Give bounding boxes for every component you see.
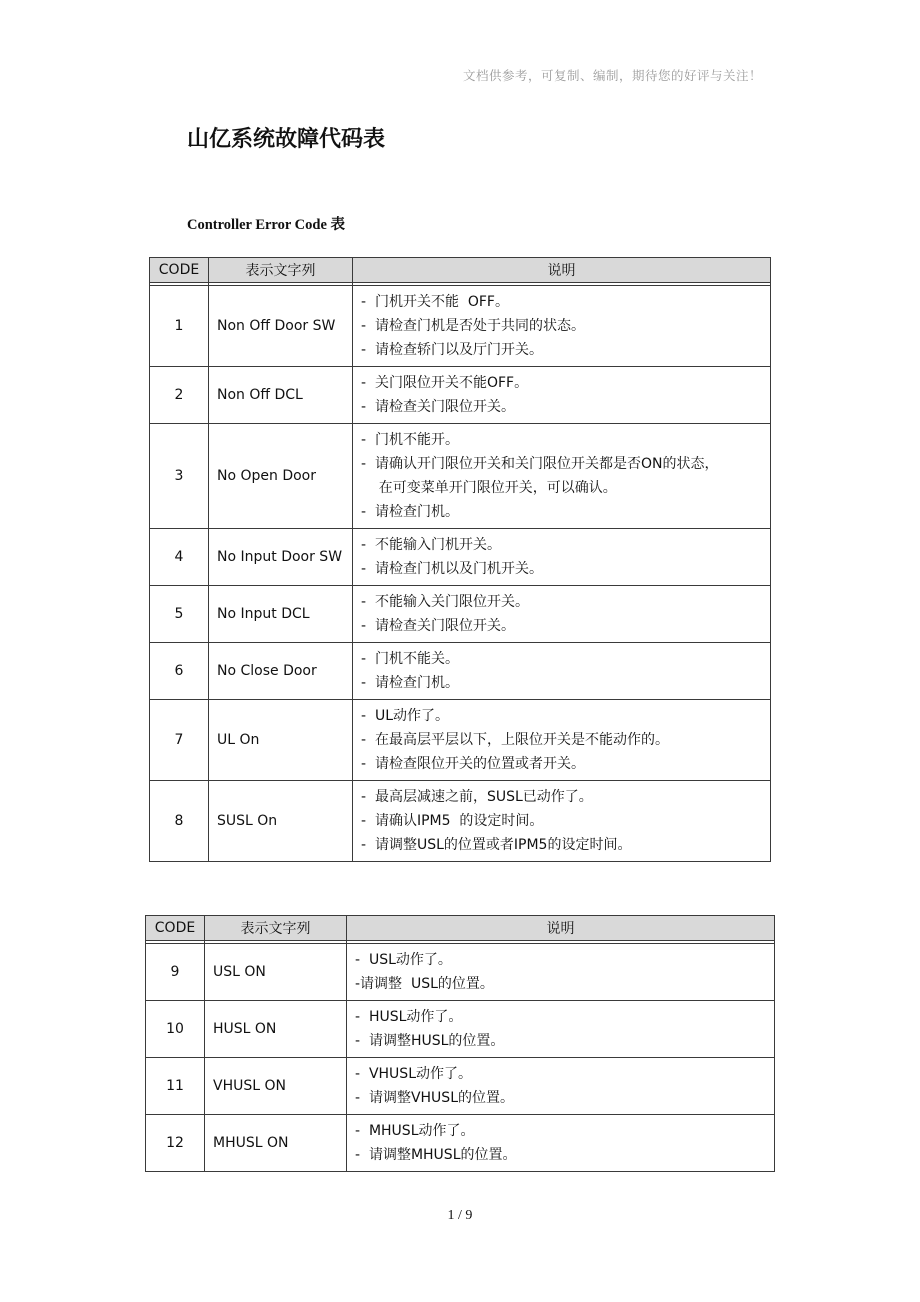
table-row: [146, 1115, 775, 1172]
description-cell: [353, 781, 771, 862]
table-row: [150, 643, 771, 700]
display-string-cell: No Open Door: [209, 424, 353, 529]
header-code: CODE: [146, 916, 205, 941]
description-cell: [347, 1058, 775, 1115]
error-code-cell: 2: [150, 367, 209, 424]
description-line: - 请检查关门限位开关。: [361, 618, 515, 634]
table-row: [146, 944, 775, 1001]
description-line: - 请检查门机。: [361, 504, 459, 520]
description-line: - 请确认开门限位开关和关门限位开关都是否ON的状态，: [361, 456, 719, 472]
description-line: - 最高层减速之前，SUSL已动作了。: [361, 789, 593, 805]
description-cell: [353, 586, 771, 643]
error-code-cell: 4: [150, 529, 209, 586]
display-string-cell: Non Off DCL: [209, 367, 353, 424]
description-line: - 门机不能关。: [361, 651, 459, 667]
description-line: - 请调整MHUSL的位置。: [355, 1147, 517, 1163]
description-line: - 请调整USL的位置或者IPM5的设定时间。: [361, 837, 632, 853]
error-code-cell: 8: [150, 781, 209, 862]
table-row: [150, 529, 771, 586]
display-string-cell: No Close Door: [209, 643, 353, 700]
description-line: - UL动作了。: [361, 708, 449, 724]
description-line: - 请检查关门限位开关。: [361, 399, 515, 415]
description-cell: [347, 1001, 775, 1058]
description-cell: [353, 367, 771, 424]
display-string-cell: No Input Door SW: [209, 529, 353, 586]
display-string-cell: USL ON: [205, 944, 347, 1001]
table-row: [150, 367, 771, 424]
display-string-cell: No Input DCL: [209, 586, 353, 643]
description-line: - 门机不能开。: [361, 432, 459, 448]
description-line: - 不能输入门机开关。: [361, 537, 501, 553]
description-cell: [347, 944, 775, 1001]
description-line: - USL动作了。: [355, 952, 452, 968]
description-cell: [353, 424, 771, 529]
description-line: - HUSL动作了。: [355, 1009, 463, 1025]
description-line: - 请调整HUSL的位置。: [355, 1033, 505, 1049]
display-string-cell: SUSL On: [209, 781, 353, 862]
description-cell: [353, 700, 771, 781]
description-line: - 在最高层平层以下，上限位开关是不能动作的。: [361, 732, 669, 748]
display-string-cell: Non Off Door SW: [209, 286, 353, 367]
description-line: - 关门限位开关不能OFF。: [361, 375, 529, 391]
header-description: 说明: [347, 916, 775, 941]
description-line: - 不能输入关门限位开关。: [361, 594, 529, 610]
table-row: [150, 424, 771, 529]
description-cell: [353, 643, 771, 700]
table-row: [146, 1001, 775, 1058]
description-line: - 请检查门机以及门机开关。: [361, 561, 543, 577]
error-code-cell: 3: [150, 424, 209, 529]
description-line: - 请检查轿门以及厅门开关。: [361, 342, 543, 358]
display-string-cell: HUSL ON: [205, 1001, 347, 1058]
description-line: - VHUSL动作了。: [355, 1066, 472, 1082]
error-code-cell: 10: [146, 1001, 205, 1058]
description-cell: [347, 1115, 775, 1172]
table-row: [150, 286, 771, 367]
error-code-cell: 7: [150, 700, 209, 781]
table-row: [150, 700, 771, 781]
table-row: [150, 781, 771, 862]
header-name: 表示文字列: [205, 916, 347, 941]
display-string-cell: MHUSL ON: [205, 1115, 347, 1172]
error-code-cell: 6: [150, 643, 209, 700]
description-line: -请调整 USL的位置。: [355, 976, 494, 992]
error-code-table-2: [145, 915, 775, 1172]
display-string-cell: VHUSL ON: [205, 1058, 347, 1115]
display-string-cell: UL On: [209, 700, 353, 781]
page-title: 山亿系统故障代码表: [187, 127, 386, 152]
description-line: - MHUSL动作了。: [355, 1123, 475, 1139]
table-header-row: [146, 916, 775, 941]
header-code: CODE: [150, 258, 209, 283]
header-name: 表示文字列: [209, 258, 353, 283]
description-line: - 请确认IPM5 的设定时间。: [361, 813, 544, 829]
error-code-cell: 12: [146, 1115, 205, 1172]
table-row: [150, 586, 771, 643]
watermark-text: 文档供参考，可复制、编制，期待您的好评与关注！: [462, 68, 762, 83]
error-code-cell: 9: [146, 944, 205, 1001]
table-row: [146, 1058, 775, 1115]
description-cell: [353, 529, 771, 586]
description-line: - 请调整VHUSL的位置。: [355, 1090, 514, 1106]
description-line: - 请检查门机。: [361, 675, 459, 691]
error-code-cell: 1: [150, 286, 209, 367]
error-code-cell: 5: [150, 586, 209, 643]
header-description: 说明: [353, 258, 771, 283]
description-line: - 门机开关不能 OFF。: [361, 294, 509, 310]
section-subtitle: Controller Error Code 表: [187, 217, 346, 233]
description-cell: [353, 286, 771, 367]
description-line: - 请检查门机是否处于共同的状态。: [361, 318, 585, 334]
page-number: 1 / 9: [447, 1208, 473, 1223]
error-code-cell: 11: [146, 1058, 205, 1115]
table-header-row: [150, 258, 771, 283]
description-line: - 请检查限位开关的位置或者开关。: [361, 756, 585, 772]
error-code-table-1: [149, 257, 771, 862]
description-line: 在可变菜单开门限位开关，可以确认。: [361, 480, 617, 496]
